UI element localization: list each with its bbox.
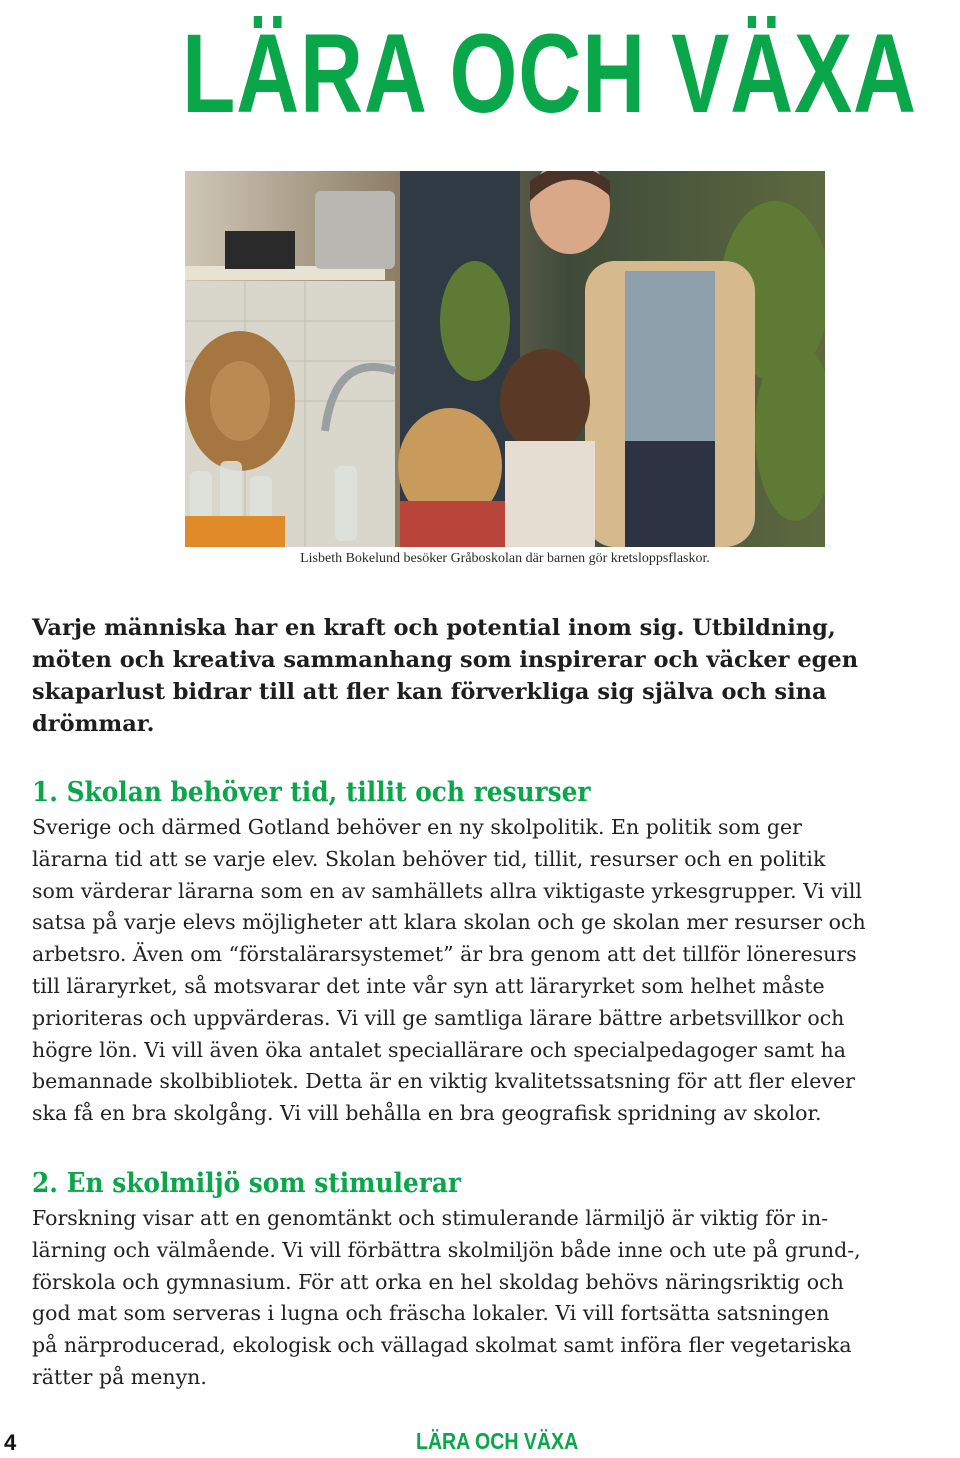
section-body-2	[32, 1203, 952, 1394]
body-line: god mat som serveras i lugna och fräscha lokaler. Vi vill fortsätta satsningen	[32, 1301, 830, 1326]
classroom-photo	[185, 171, 825, 547]
body-line: förskola och gymnasium. För att orka en hel skoldag behövs näringsriktig och	[32, 1269, 844, 1294]
section-heading-1: 1. Skolan behöver tid, tillit och resurser	[32, 777, 591, 808]
body-line: arbetsro. Även om “förstalärarsystemet” är bra genom att det tillför löneresurs	[32, 942, 857, 967]
section-heading-2: 2. En skolmiljö som stimulerar	[32, 1168, 462, 1199]
body-line: på närproducerad, ekologisk och vällagad skolmat samt införa fler vegetariska	[32, 1333, 852, 1358]
body-line: rätter på menyn.	[32, 1364, 207, 1389]
photo-illustration	[185, 171, 825, 547]
body-line: bemannade skolbibliotek. Detta är en viktig kvalitetssatsning för att fler elever	[32, 1069, 855, 1094]
intro-line: drömmar.	[32, 711, 155, 737]
photo-caption: Lisbeth Bokelund besöker Gråboskolan där barnen gör kretsloppsflaskor.	[300, 551, 710, 566]
body-line: högre lön. Vi vill även öka antalet speciallärare och specialpedagoger samt ha	[32, 1037, 846, 1062]
footer-title: LÄRA OCH VÄXA	[416, 1428, 579, 1454]
body-line: lärning och välmående. Vi vill förbättra skolmiljön både inne och ute på grund-,	[32, 1237, 861, 1262]
body-line: lärarna tid att se varje elev. Skolan behöver tid, tillit, resurser och en politik	[32, 846, 826, 871]
body-line: Forskning visar att en genomtänkt och stimulerande lärmiljö är viktig för in-	[32, 1206, 829, 1230]
page-number: 4	[4, 1430, 17, 1455]
body-line: prioriteras och uppvärderas. Vi vill ge samtliga lärare bättre arbetsvillkor och	[32, 1005, 845, 1030]
intro-line: möten och kreativa sammanhang som inspirerar och väcker egen	[32, 647, 859, 673]
body-line: ska få en bra skolgång. Vi vill behålla en bra geografisk spridning av skolor.	[32, 1101, 822, 1126]
section-body-1	[32, 812, 952, 1130]
body-line: satsa på varje elevs möjligheter att klara skolan och ge skolan mer resurser och	[32, 910, 866, 935]
intro-paragraph	[32, 612, 932, 740]
body-line: till läraryrket, så motsvarar det inte vår syn att läraryrket som helhet måste	[32, 973, 825, 998]
intro-line: Varje människa har en kraft och potential inom sig. Utbildning,	[32, 615, 836, 641]
page-title: LÄRA OCH VÄXA	[182, 11, 917, 136]
body-line: Sverige och därmed Gotland behöver en ny skolpolitik. En politik som ger	[32, 815, 802, 839]
body-line: som värderar lärarna som en av samhällets allra viktigaste yrkesgrupper. Vi vill	[32, 878, 862, 903]
intro-line: skaparlust bidrar till att fler kan förverkliga sig själva och sina	[32, 679, 827, 705]
